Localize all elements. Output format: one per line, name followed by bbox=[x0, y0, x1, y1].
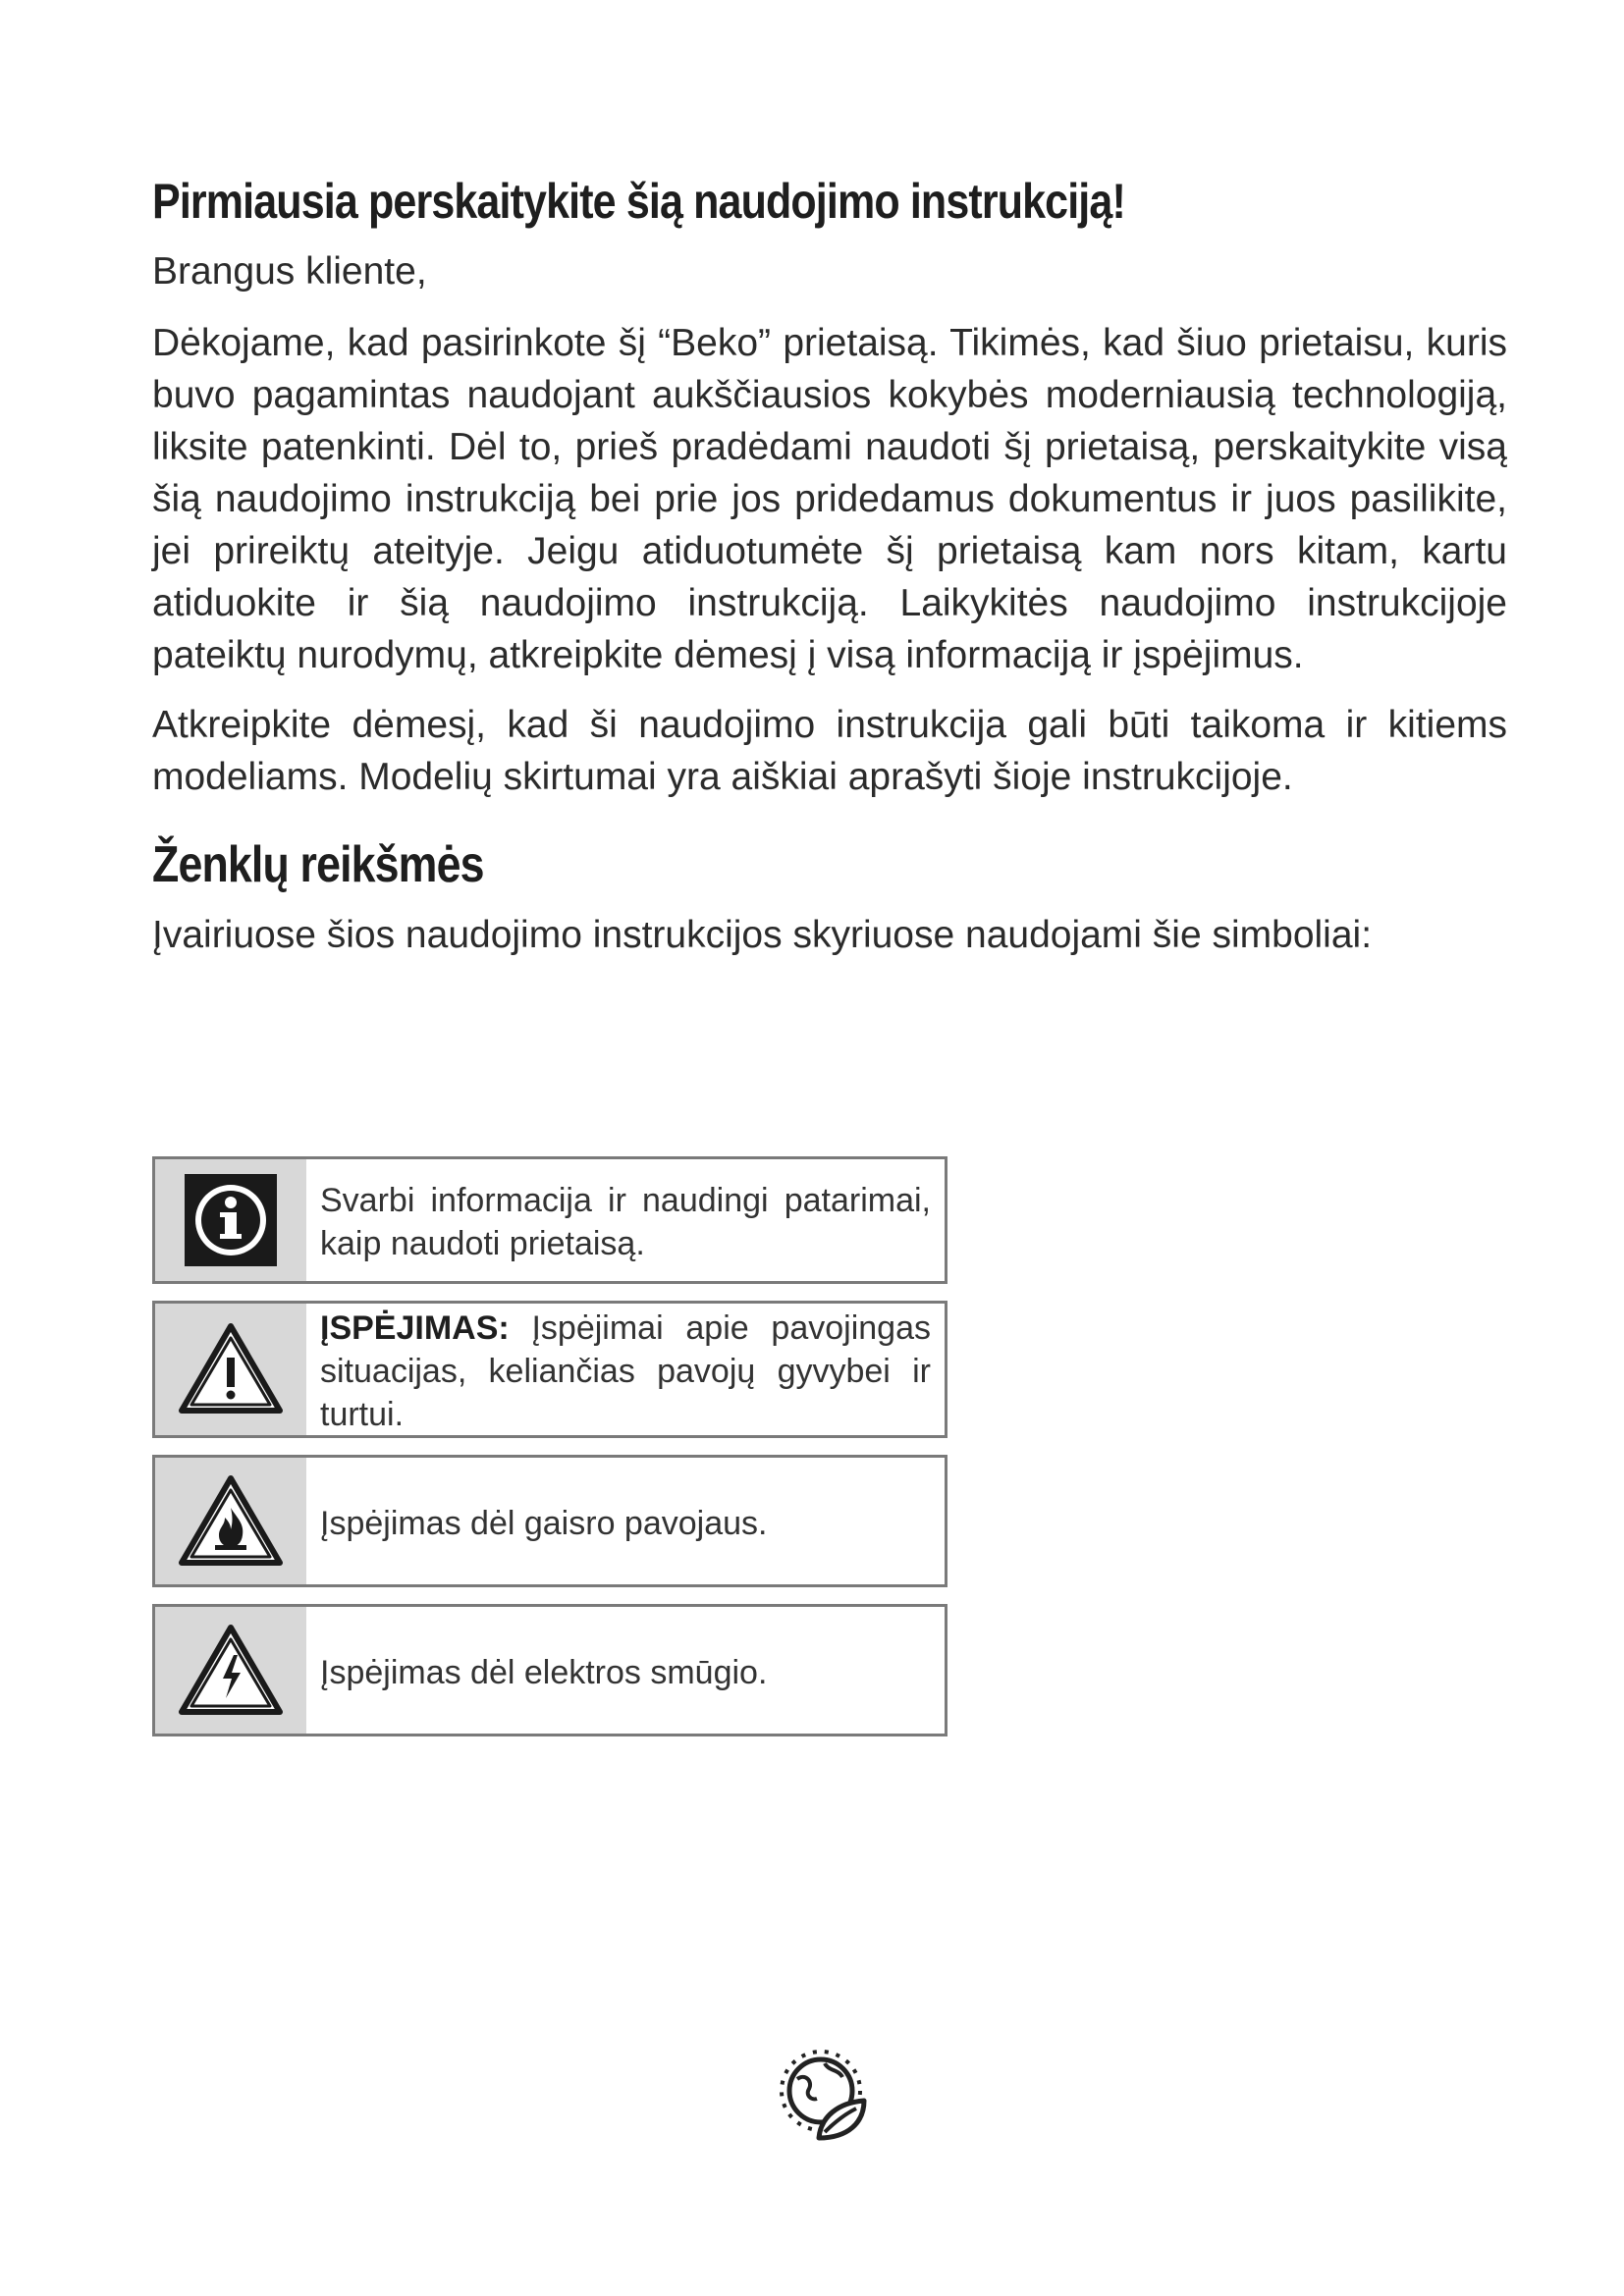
models-note-paragraph: Atkreipkite dėmesį, kad ši naudojimo instrukcija gali būti taikoma ir kitiems modeliams. Modelių skirtumai yra aiškiai aprašyti šioje instrukcijoje. bbox=[152, 704, 1507, 798]
symbols-table bbox=[152, 1156, 947, 1753]
page-content bbox=[152, 147, 1507, 961]
electric-shock-icon bbox=[155, 1607, 306, 1734]
intro-paragraph: Dėkojame, kad pasirinkote šį “Beko” prietaisą. Tikimės, kad šiuo prietaisu, kuris buvo pagamintas naudojant aukščiausios kokybės moderniausią technologiją, liksite patenkinti. Dėl to, prieš pradėdami naudoti šį prietaisą, perskaitykite visą šią naudojimo instrukciją bei prie jos pridedamus dokumentus ir juos pasilikite, jei prireiktų ateityje. Jeigu atiduotumėte šį prietaisą kam nors kitam, kartu atiduokite ir šią naudojimo instrukciją. Laikykitės naudojimo instrukcijoje pateiktų nurodymų, atkreipkite dėmesį į visą informaciją ir įspėjimus. bbox=[152, 322, 1507, 676]
symbol-row-warning bbox=[152, 1301, 947, 1438]
fire-hazard-icon bbox=[155, 1458, 306, 1584]
greeting: Brangus kliente, bbox=[152, 250, 427, 293]
symbols-intro: Įvairiuose šios naudojimo instrukcijos skyriuose naudojami šie simboliai: bbox=[152, 914, 1373, 956]
symbol-text-fire: Įspėjimas dėl gaisro pavojaus. bbox=[320, 1504, 768, 1542]
eco-globe-leaf-icon bbox=[770, 2040, 878, 2148]
page-title: Pirmiausia perskaitykite šią naudojimo instrukciją! bbox=[152, 174, 1125, 229]
symbol-row-electric bbox=[152, 1604, 947, 1736]
symbols-heading: Ženklų reikšmės bbox=[152, 836, 484, 893]
warning-icon bbox=[155, 1304, 306, 1435]
warning-label: ĮSPĖJIMAS: bbox=[320, 1309, 510, 1347]
symbol-text-info: Svarbi informacija ir naudingi patarimai, kaip naudoti prietaisą. bbox=[320, 1182, 931, 1262]
info-icon bbox=[155, 1159, 306, 1281]
symbol-row-info bbox=[152, 1156, 947, 1284]
symbol-row-fire bbox=[152, 1455, 947, 1587]
symbol-text-electric: Įspėjimas dėl elektros smūgio. bbox=[320, 1653, 768, 1691]
symbol-text-warning: Įspėjimai apie pavojingas situacijas, keliančias pavojų gyvybei ir turtui. bbox=[320, 1309, 931, 1433]
